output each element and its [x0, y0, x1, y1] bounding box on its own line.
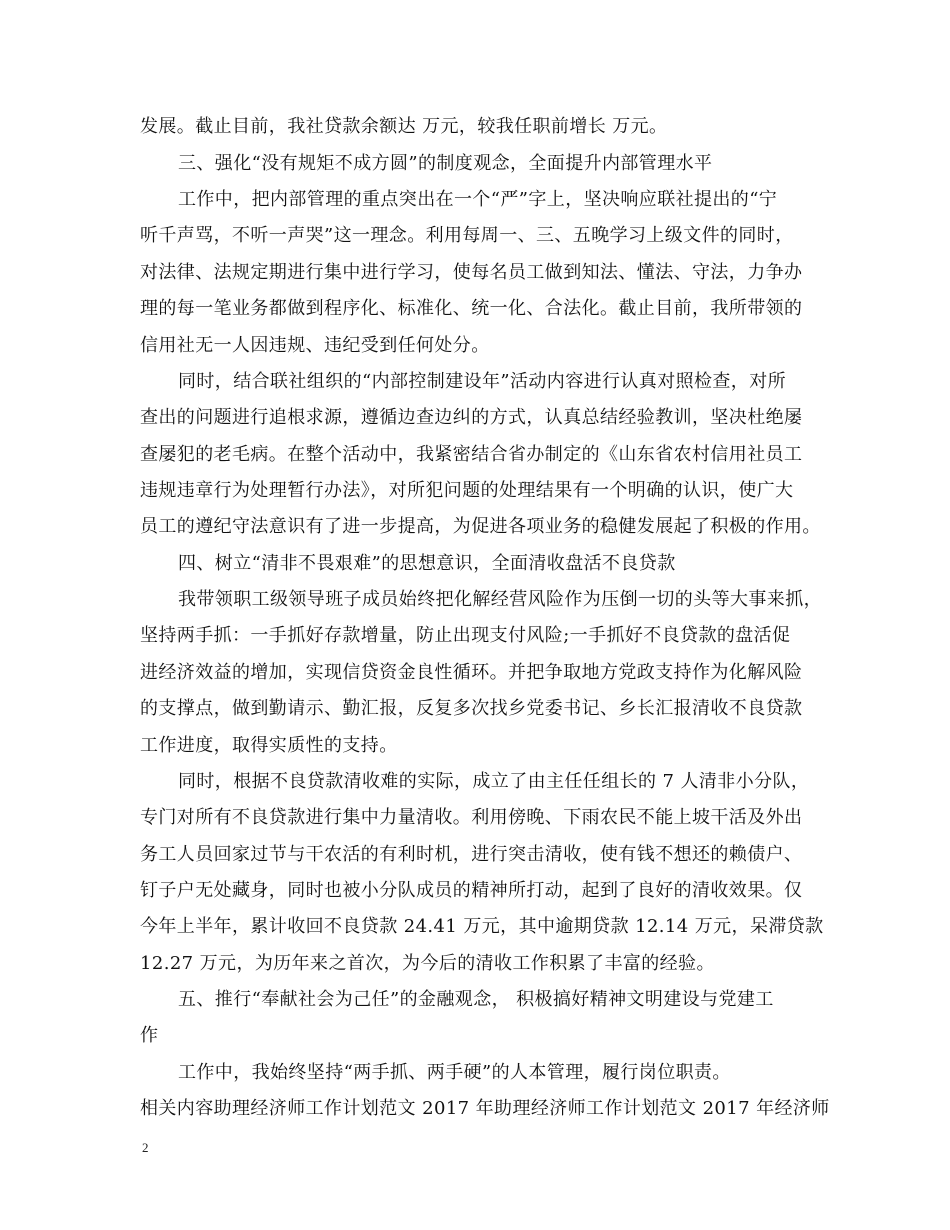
section-heading: 五、推行“奉献社会为己任”的金融观念， 积极搞好精神文明建设与党建工 [178, 989, 774, 1010]
text-line: 听千声骂，不听一声哭”这一理念。利用每周一、三、五晚学习上级文件的同时， [140, 225, 794, 246]
text-line: 工作中，我始终坚持“两手抓、两手硬”的人本管理，履行岗位职责。 [178, 1062, 731, 1083]
section-heading: 三、强化“没有规矩不成方圆”的制度观念，全面提升内部管理水平 [178, 153, 713, 174]
related-content-line: 相关内容助理经济师工作计划范文 2017 年助理经济师工作计划范文 2017 年经济师 [140, 1098, 830, 1119]
text-line: 进经济效益的增加，实现信贷资金良性循环。并把争取地方党政支持作为化解风险 [140, 662, 803, 683]
text-line: 工作中，把内部管理的重点突出在一个“严”字上，坚决响应联社提出的“宁 [178, 189, 778, 210]
page-number: 2 [142, 1140, 149, 1155]
text-line: 理的每一笔业务都做到程序化、标准化、统一化、合法化。截止目前，我所带领的 [140, 298, 803, 319]
text-line: 查出的问题进行追根求源，遵循边查边纠的方式，认真总结经验教训，坚决杜绝屡 [140, 407, 803, 428]
text-line: 我带领职工级领导班子成员始终把化解经营风险作为压倒一切的头等大事来抓， [178, 589, 822, 610]
text-line: 对法律、法规定期进行集中进行学习，使每名员工做到知法、懂法、守法，力争办 [140, 262, 803, 283]
text-line: 坚持两手抓：一手抓好存款增量，防止出现支付风险;一手抓好不良贷款的盘活促 [140, 625, 791, 646]
text-line: 同时，根据不良贷款清收难的实际，成立了由主任任组长的 7 人清非小分队， [178, 771, 810, 792]
text-line: 今年上半年，累计收回不良贷款 24.41 万元，其中逾期贷款 12.14 万元，呆滞贷款 [140, 916, 824, 937]
text-line: 专门对所有不良贷款进行集中力量清收。利用傍晚、下雨农民不能上坡干活及外出 [140, 807, 803, 828]
text-line: 钉子户无处藏身，同时也被小分队成员的精神所打动，起到了良好的清收效果。仅 [140, 880, 803, 901]
section-heading: 四、树立“清非不畏艰难”的思想意识，全面清收盘活不良贷款 [178, 553, 676, 574]
text-line: 同时，结合联社组织的“内部控制建设年”活动内容进行认真对照检查，对所 [178, 371, 787, 392]
text-line: 作 [140, 1025, 159, 1046]
text-line: 工作进度，取得实质性的支持。 [140, 735, 398, 756]
text-line: 的支撑点，做到勤请示、勤汇报，反复多次找乡党委书记、乡长汇报清收不良贷款 [140, 698, 803, 719]
text-line: 违规违章行为处理暂行办法》，对所犯问题的处理结果有一个明确的认识，使广大 [140, 480, 794, 501]
text-line: 查屡犯的老毛病。在整个活动中，我紧密结合省办制定的《山东省农村信用社员工 [140, 444, 803, 465]
text-line: 信用社无一人因违规、违纪受到任何处分。 [140, 335, 490, 356]
text-line: 务工人员回家过节与干农活的有利时机，进行突击清收，使有钱不想还的赖债户、 [140, 844, 803, 865]
text-line: 员工的遵纪守法意识有了进一步提高，为促进各项业务的稳健发展起了积极的作用。 [140, 516, 821, 537]
text-line: 发展。截止目前，我社贷款余额达 万元，较我任职前增长 万元。 [140, 116, 668, 137]
text-line: 12.27 万元，为历年来之首次，为今后的清收工作积累了丰富的经验。 [140, 953, 715, 974]
